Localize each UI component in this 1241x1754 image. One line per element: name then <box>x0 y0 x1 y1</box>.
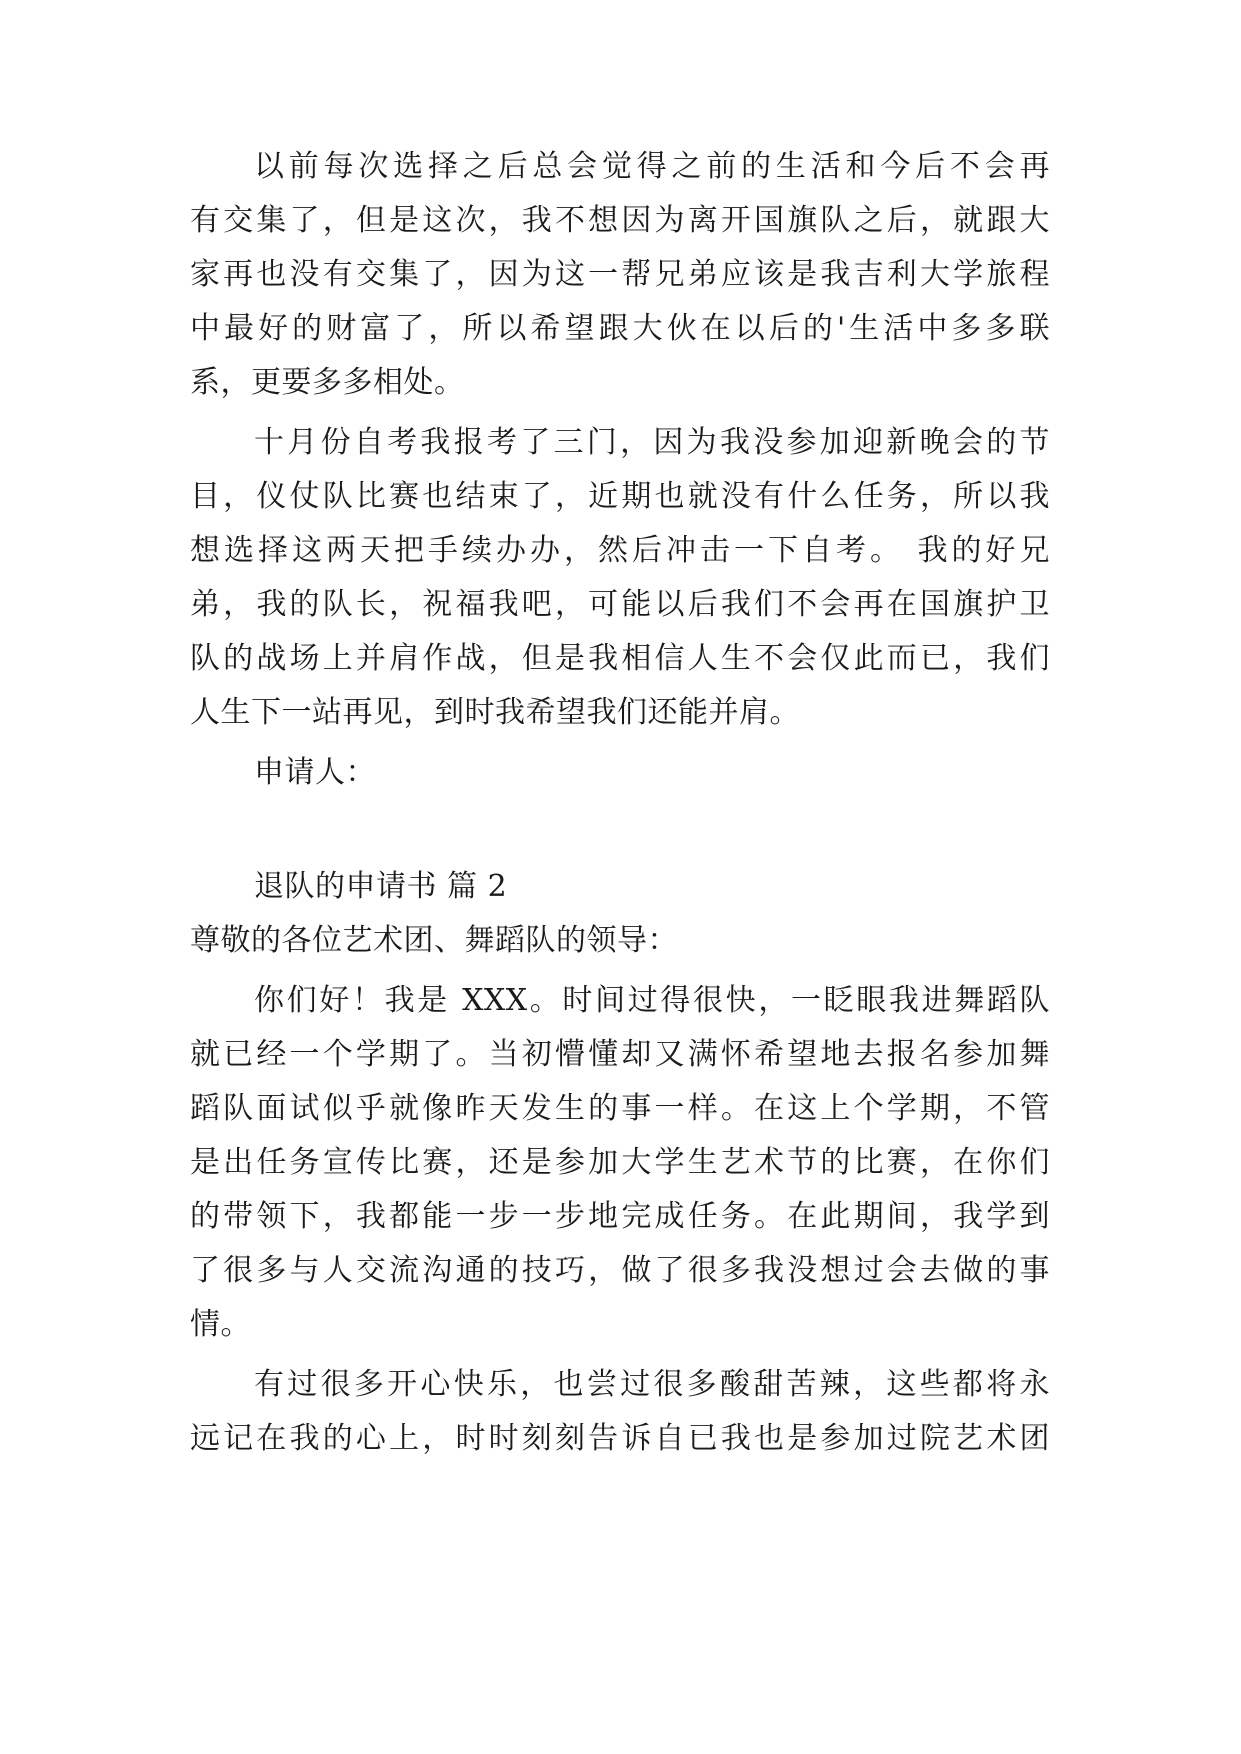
paragraph-3-line-3: 蹈队面试似乎就像昨天发生的事一样。在这上个学期，不管 <box>190 1091 1050 1126</box>
paragraph-2-line-3: 想选择这两天把手续办办，然后冲击一下自考。 我的好兄 <box>190 533 1050 568</box>
signature-label: 申请人： <box>254 755 376 790</box>
paragraph-1-line-1: 以前每次选择之后总会觉得之前的生活和今后不会再 <box>254 149 1050 184</box>
paragraph-3-line-7: 情。 <box>190 1307 251 1342</box>
paragraph-1-line-3: 家再也没有交集了，因为这一帮兄弟应该是我吉利大学旅程 <box>190 257 1050 292</box>
paragraph-3-line-4: 是出任务宣传比赛，还是参加大学生艺术节的比赛，在你们 <box>190 1145 1050 1180</box>
paragraph-3-line-2: 就已经一个学期了。当初懵懂却又满怀希望地去报名参加舞 <box>190 1037 1050 1072</box>
paragraph-3-line-6: 了很多与人交流沟通的技巧，做了很多我没想过会去做的事 <box>190 1253 1050 1288</box>
paragraph-2-line-6: 人生下一站再见，到时我希望我们还能并肩。 <box>190 695 800 730</box>
paragraph-3-line-1: 你们好！我是 XXX。时间过得很快，一眨眼我进舞蹈队 <box>254 983 1050 1018</box>
paragraph-1-line-2: 有交集了，但是这次，我不想因为离开国旗队之后，就跟大 <box>190 203 1050 238</box>
section-title: 退队的申请书 篇 2 <box>254 869 508 904</box>
paragraph-4-line-1: 有过很多开心快乐，也尝过很多酸甜苦辣，这些都将永 <box>254 1367 1050 1402</box>
paragraph-1-line-5: 系，更要多多相处。 <box>190 365 465 400</box>
paragraph-4-line-2: 远记在我的心上，时时刻刻告诉自已我也是参加过院艺术团 <box>190 1421 1050 1456</box>
paragraph-2-line-1: 十月份自考我报考了三门，因为我没参加迎新晚会的节 <box>254 425 1050 460</box>
paragraph-1-line-4: 中最好的财富了，所以希望跟大伙在以后的'生活中多多联 <box>190 311 1050 346</box>
paragraph-2-line-5: 队的战场上并肩作战，但是我相信人生不会仅此而已，我们 <box>190 641 1050 676</box>
paragraph-2-line-4: 弟，我的队长，祝福我吧，可能以后我们不会再在国旗护卫 <box>190 587 1050 622</box>
paragraph-2-line-2: 目，仪仗队比赛也结束了，近期也就没有什么任务，所以我 <box>190 479 1050 514</box>
salutation: 尊敬的各位艺术团、舞蹈队的领导： <box>190 923 678 958</box>
paragraph-3-line-5: 的带领下，我都能一步一步地完成任务。在此期间，我学到 <box>190 1199 1050 1234</box>
